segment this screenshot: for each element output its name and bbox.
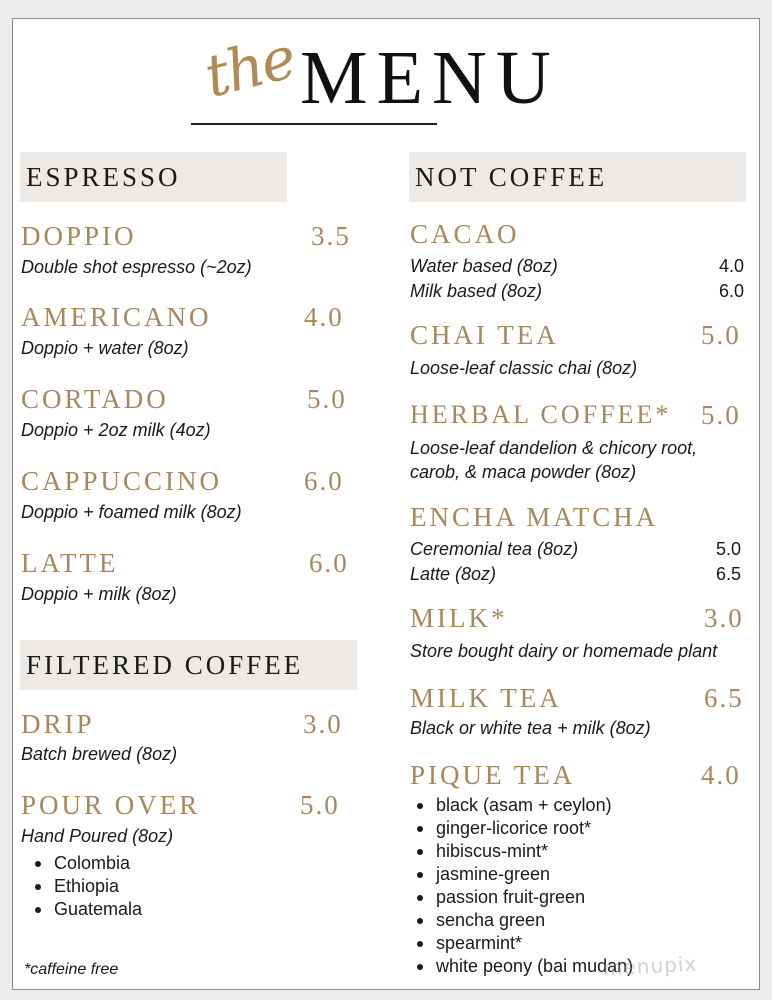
watermark-logo: menupix bbox=[602, 951, 698, 981]
item-desc-cappuccino: Doppio + foamed milk (8oz) bbox=[21, 502, 242, 522]
list-item: ginger-licorice root* bbox=[410, 817, 633, 840]
section-title: NOT COFFEE bbox=[415, 161, 608, 192]
item-option-label: Milk based (8oz) bbox=[410, 281, 543, 301]
item-price-herbal-coffee: 5.0 bbox=[701, 400, 741, 430]
item-price-pour-over: 5.0 bbox=[300, 790, 340, 820]
item-price-cappuccino: 6.0 bbox=[304, 466, 344, 496]
section-header-espresso bbox=[20, 152, 287, 202]
item-desc-milk-tea: Black or white tea + milk (8oz) bbox=[410, 718, 651, 738]
item-desc-milk: Store bought dairy or homemade plant bbox=[410, 641, 718, 661]
item-name-cacao: CACAO bbox=[410, 219, 520, 249]
list-item: sencha green bbox=[410, 909, 633, 932]
item-name-chai-tea: CHAI TEA bbox=[410, 320, 559, 350]
item-desc-cortado: Doppio + 2oz milk (4oz) bbox=[21, 420, 211, 440]
item-price-cortado: 5.0 bbox=[307, 384, 347, 414]
list-item: Ethiopia bbox=[28, 875, 142, 898]
list-item: jasmine-green bbox=[410, 863, 633, 886]
list-item: hibiscus-mint* bbox=[410, 840, 633, 863]
item-desc-drip: Batch brewed (8oz) bbox=[21, 744, 178, 764]
page-title: MENU bbox=[300, 36, 560, 120]
item-name-americano: AMERICANO bbox=[21, 302, 212, 332]
item-price-pique-tea: 4.0 bbox=[701, 760, 741, 790]
list-item: black (asam + ceylon) bbox=[410, 794, 633, 817]
title-script-the: the bbox=[198, 23, 301, 111]
item-option-label: Water based (8oz) bbox=[410, 256, 558, 276]
item-desc-doppio: Double shot espresso (~2oz) bbox=[21, 257, 252, 277]
item-name-pour-over: POUR OVER bbox=[21, 790, 201, 820]
item-name-milk-tea: MILK TEA bbox=[410, 683, 562, 713]
pique-tea-flavor-list bbox=[410, 794, 633, 978]
item-desc-americano: Doppio + water (8oz) bbox=[21, 338, 189, 358]
item-price-milk: 3.0 bbox=[704, 603, 744, 633]
item-desc-pour-over: Hand Poured (8oz) bbox=[21, 826, 174, 846]
item-desc-chai-tea: Loose-leaf classic chai (8oz) bbox=[410, 358, 638, 378]
item-option-price: 6.5 bbox=[716, 564, 742, 584]
item-price-latte: 6.0 bbox=[309, 548, 349, 578]
list-item: Guatemala bbox=[28, 898, 142, 921]
caffeine-free-footnote: *caffeine free bbox=[24, 961, 119, 978]
list-item: white peony (bai mudan) bbox=[410, 955, 633, 978]
item-option-label: Latte (8oz) bbox=[410, 564, 497, 584]
item-option-price: 5.0 bbox=[716, 539, 742, 559]
item-name-drip: DRIP bbox=[21, 709, 95, 739]
item-name-encha-matcha: ENCHA MATCHA bbox=[410, 502, 659, 532]
pour-over-origin-list bbox=[28, 852, 142, 921]
item-name-cortado: CORTADO bbox=[21, 384, 169, 414]
item-name-pique-tea: PIQUE TEA bbox=[410, 760, 576, 790]
item-price-americano: 4.0 bbox=[304, 302, 344, 332]
section-header-not-coffee bbox=[409, 152, 746, 202]
item-name-milk: MILK* bbox=[410, 603, 508, 633]
item-price-milk-tea: 6.5 bbox=[704, 683, 744, 713]
item-price-chai-tea: 5.0 bbox=[701, 320, 741, 350]
item-option-price: 4.0 bbox=[719, 256, 745, 276]
list-item: spearmint* bbox=[410, 932, 633, 955]
item-name-latte: LATTE bbox=[21, 548, 119, 578]
item-desc-herbal-coffee-line1: Loose-leaf dandelion & chicory root, bbox=[410, 438, 698, 458]
section-header-filtered-coffee bbox=[20, 640, 357, 690]
item-name-cappuccino: CAPPUCCINO bbox=[21, 466, 223, 496]
item-desc-herbal-coffee-line2: carob, & maca powder (8oz) bbox=[410, 462, 637, 482]
section-title: ESPRESSO bbox=[26, 161, 181, 192]
list-item: passion fruit-green bbox=[410, 886, 633, 909]
item-name-doppio: DOPPIO bbox=[21, 221, 137, 251]
item-option-label: Ceremonial tea (8oz) bbox=[410, 539, 579, 559]
title-underline bbox=[191, 123, 437, 125]
list-item: Colombia bbox=[28, 852, 142, 875]
item-price-drip: 3.0 bbox=[303, 709, 343, 739]
item-option-price: 6.0 bbox=[719, 281, 745, 301]
item-desc-latte: Doppio + milk (8oz) bbox=[21, 584, 177, 604]
item-price-doppio: 3.5 bbox=[311, 221, 351, 251]
item-name-herbal-coffee: HERBAL COFFEE* bbox=[410, 400, 672, 429]
section-title: FILTERED COFFEE bbox=[26, 649, 304, 680]
